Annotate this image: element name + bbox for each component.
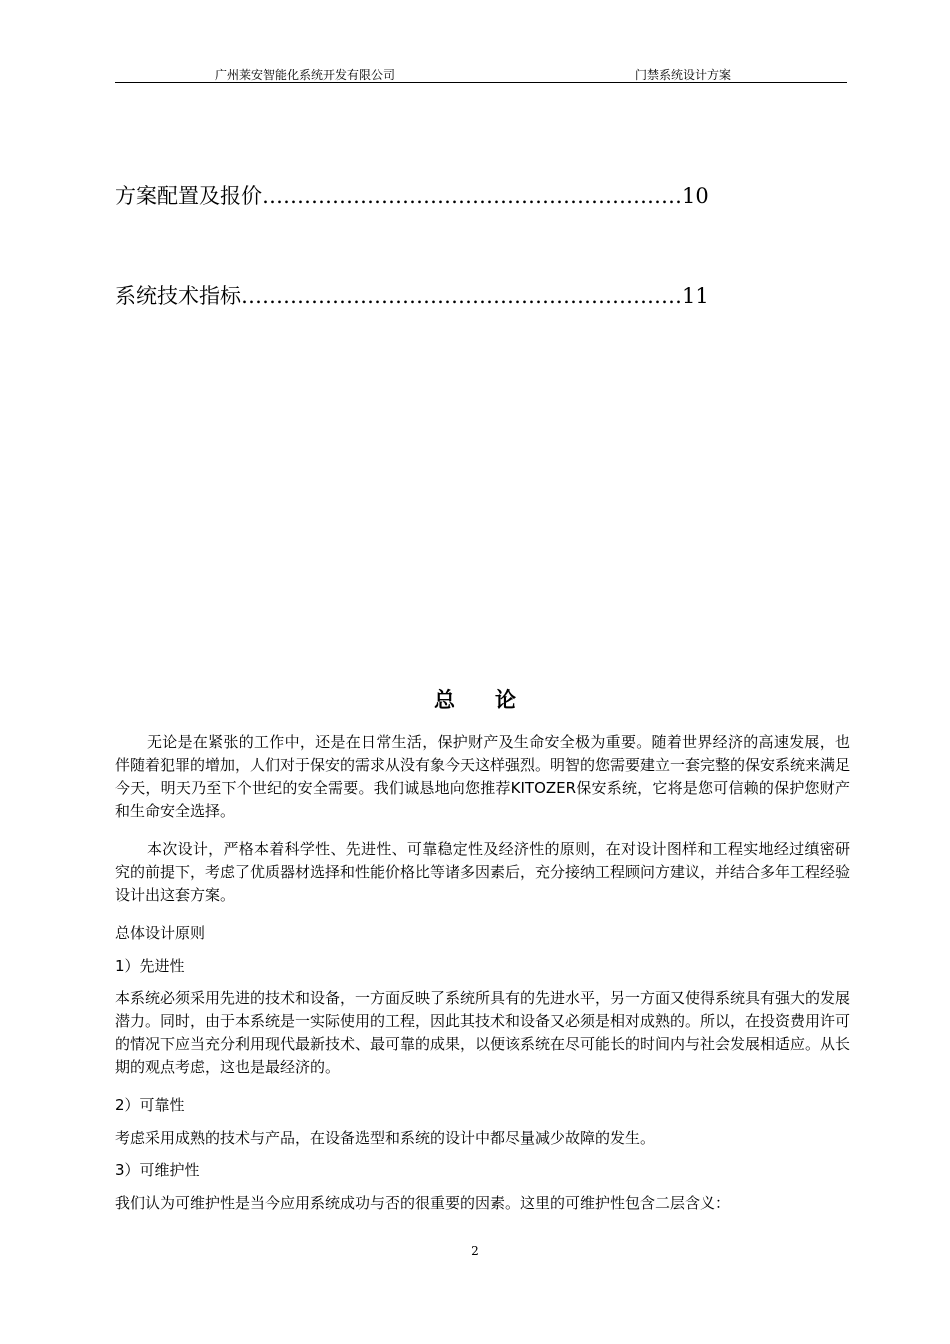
toc-entry-page: 10: [682, 184, 709, 208]
design-paragraph: 本次设计，严格本着科学性、先进性、可靠稳定性及经济性的原则，在对设计图样和工程实地经过缜密研究的前提下，考虑了优质器材选择和性能价格比等诸多因素后，充分接纳工程顾问方建议，并结合多年工程经验设计出这套方案。: [115, 840, 851, 904]
principle-text: 我们认为可维护性是当今应用系统成功与否的很重要的因素。这里的可维护性包含二层含义：: [115, 1194, 731, 1212]
toc-entry: [115, 180, 709, 210]
toc-entry-title: 系统技术指标: [115, 284, 241, 308]
page-number: 2: [471, 1244, 479, 1258]
principle-label: 2）可靠性: [115, 1096, 185, 1114]
page-header: [115, 64, 847, 83]
principle-label: 1）先进性: [115, 957, 185, 975]
toc-entry: [115, 280, 709, 310]
header-doc-title: 门禁系统设计方案: [635, 68, 732, 82]
principles-heading: 总体设计原则: [115, 924, 206, 942]
toc-leader-dots: ……………………………………………………: [262, 184, 682, 208]
toc-leader-dots: ………………………………………………………: [241, 284, 682, 308]
principle-text: 本系统必须采用先进的技术和设备，一方面反映了系统所具有的先进水平，另一方面又使得系统具有强大的发展潜力。同时，由于本系统是一实际使用的工程，因此其技术和设备又必须是相对成熟的。所以，在投资费用许可的情况下应当充分利用现代最新技术、最可靠的成果，以便该系统在尽可能长的时间内与社会发展相适应。从长期的观点考虑，这也是最经济的。: [115, 989, 851, 1076]
principle-text: 考虑采用成熟的技术与产品，在设备选型和系统的设计中都尽量减少故障的发生。: [115, 1129, 656, 1147]
intro-paragraph: 无论是在紧张的工作中，还是在日常生活，保护财产及生命安全极为重要。随着世界经济的高速发展，也伴随着犯罪的增加，人们对于保安的需求从没有象今天这样强烈。明智的您需要建立一套完整的保安系统来满足今天，明天乃至下个世纪的安全需要。我们诚恳地向您推荐KITOZER保安系统，它将是您可信赖的保护您财产和生命安全选择。: [115, 733, 851, 820]
header-company: 广州莱安智能化系统开发有限公司: [215, 68, 396, 82]
section-title: 总论: [434, 688, 556, 712]
principle-label: 3）可维护性: [115, 1161, 200, 1179]
toc-entry-page: 11: [682, 284, 709, 308]
toc-entry-title: 方案配置及报价: [115, 184, 262, 208]
